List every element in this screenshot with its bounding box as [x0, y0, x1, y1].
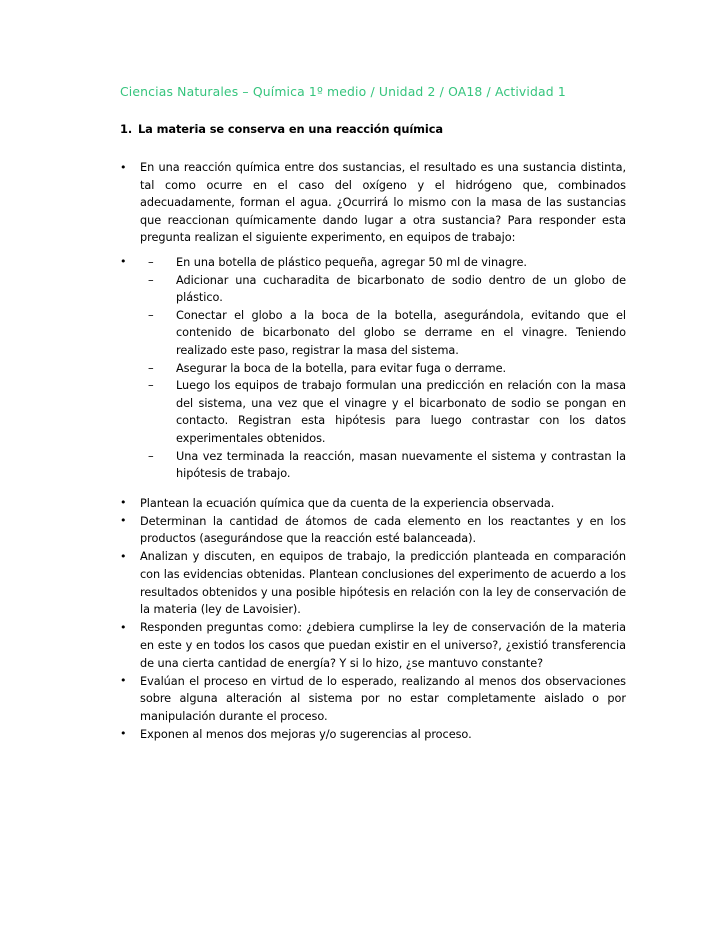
- list-item: • Responden preguntas como: ¿debiera cumplirse la ley de conservación de la materia en este y en todos los casos que puedan existir en el universo?, ¿existió transferencia de una cierta cantidad de energía? Y si lo hizo, ¿se mantuvo constante?: [120, 619, 626, 672]
- list-item: – Asegurar la boca de la botella, para evitar fuga o derrame.: [148, 360, 626, 378]
- activity-bullet-list: [120, 159, 626, 744]
- section-number: 1.: [120, 122, 133, 136]
- list-item: • Plantean la ecuación química que da cuenta de la experiencia observada.: [120, 495, 626, 513]
- list-item: • Determinan la cantidad de átomos de cada elemento en los reactantes y en los productos (asegurándose que la reacción esté balanceada).: [120, 513, 626, 548]
- section-title: La materia se conserva en una reacción química: [138, 122, 443, 136]
- list-item: – • En una botella de plástico pequeña, agregar 50 ml de vinagre.: [148, 254, 626, 272]
- list-item: – Luego los equipos de trabajo formulan una predicción en relación con la masa del sistema, una vez que el vinagre y el bicarbonato de sodio se pongan en contacto. Registran esta hipótesis para luego contrastar con los datos experimentales obtenidos.: [148, 377, 626, 447]
- section-heading: [120, 122, 626, 137]
- list-item: – Una vez terminada la reacción, masan nuevamente el sistema y contrastan la hipótesis de trabajo.: [148, 448, 626, 483]
- document-breadcrumb-header: Ciencias Naturales – Química 1º medio / Unidad 2 / OA18 / Actividad 1: [120, 84, 566, 99]
- list-item: • Analizan y discuten, en equipos de trabajo, la predicción planteada en comparación con las evidencias obtenidas. Plantean conclusiones del experimento de acuerdo a los resultados obtenidos y una posible hipótesis en relación con la ley de conservación de la materia (ley de Lavoisier).: [120, 548, 626, 618]
- list-item: • Exponen al menos dos mejoras y/o sugerencias al proceso.: [120, 726, 626, 744]
- document-body: [120, 84, 626, 744]
- experiment-steps-list: [120, 254, 626, 483]
- sub-steps-container: [120, 254, 626, 483]
- list-item: • En una reacción química entre dos sustancias, el resultado es una sustancia distinta, tal como ocurre en el caso del oxígeno y el hidrógeno que, combinados adecuadamente, forman el agua. ¿Ocurrirá lo mismo con la masa de las sustancias que reaccionan químicamente dando lugar a otra sustancia? Para responder esta pregunta realizan el siguiente experimento, en equipos de trabajo:: [120, 159, 626, 247]
- list-item: • Evalúan el proceso en virtud de lo esperado, realizando al menos dos observaciones sobre alguna alteración al sistema por no estar completamente aislado o por manipulación durante el proceso.: [120, 673, 626, 726]
- list-item: – Adicionar una cucharadita de bicarbonato de sodio dentro de un globo de plástico.: [148, 272, 626, 307]
- list-item: – Conectar el globo a la boca de la botella, asegurándola, evitando que el contenido de bicarbonato del globo se derrame en el vinagre. Teniendo realizado este paso, registrar la masa del sistema.: [148, 307, 626, 360]
